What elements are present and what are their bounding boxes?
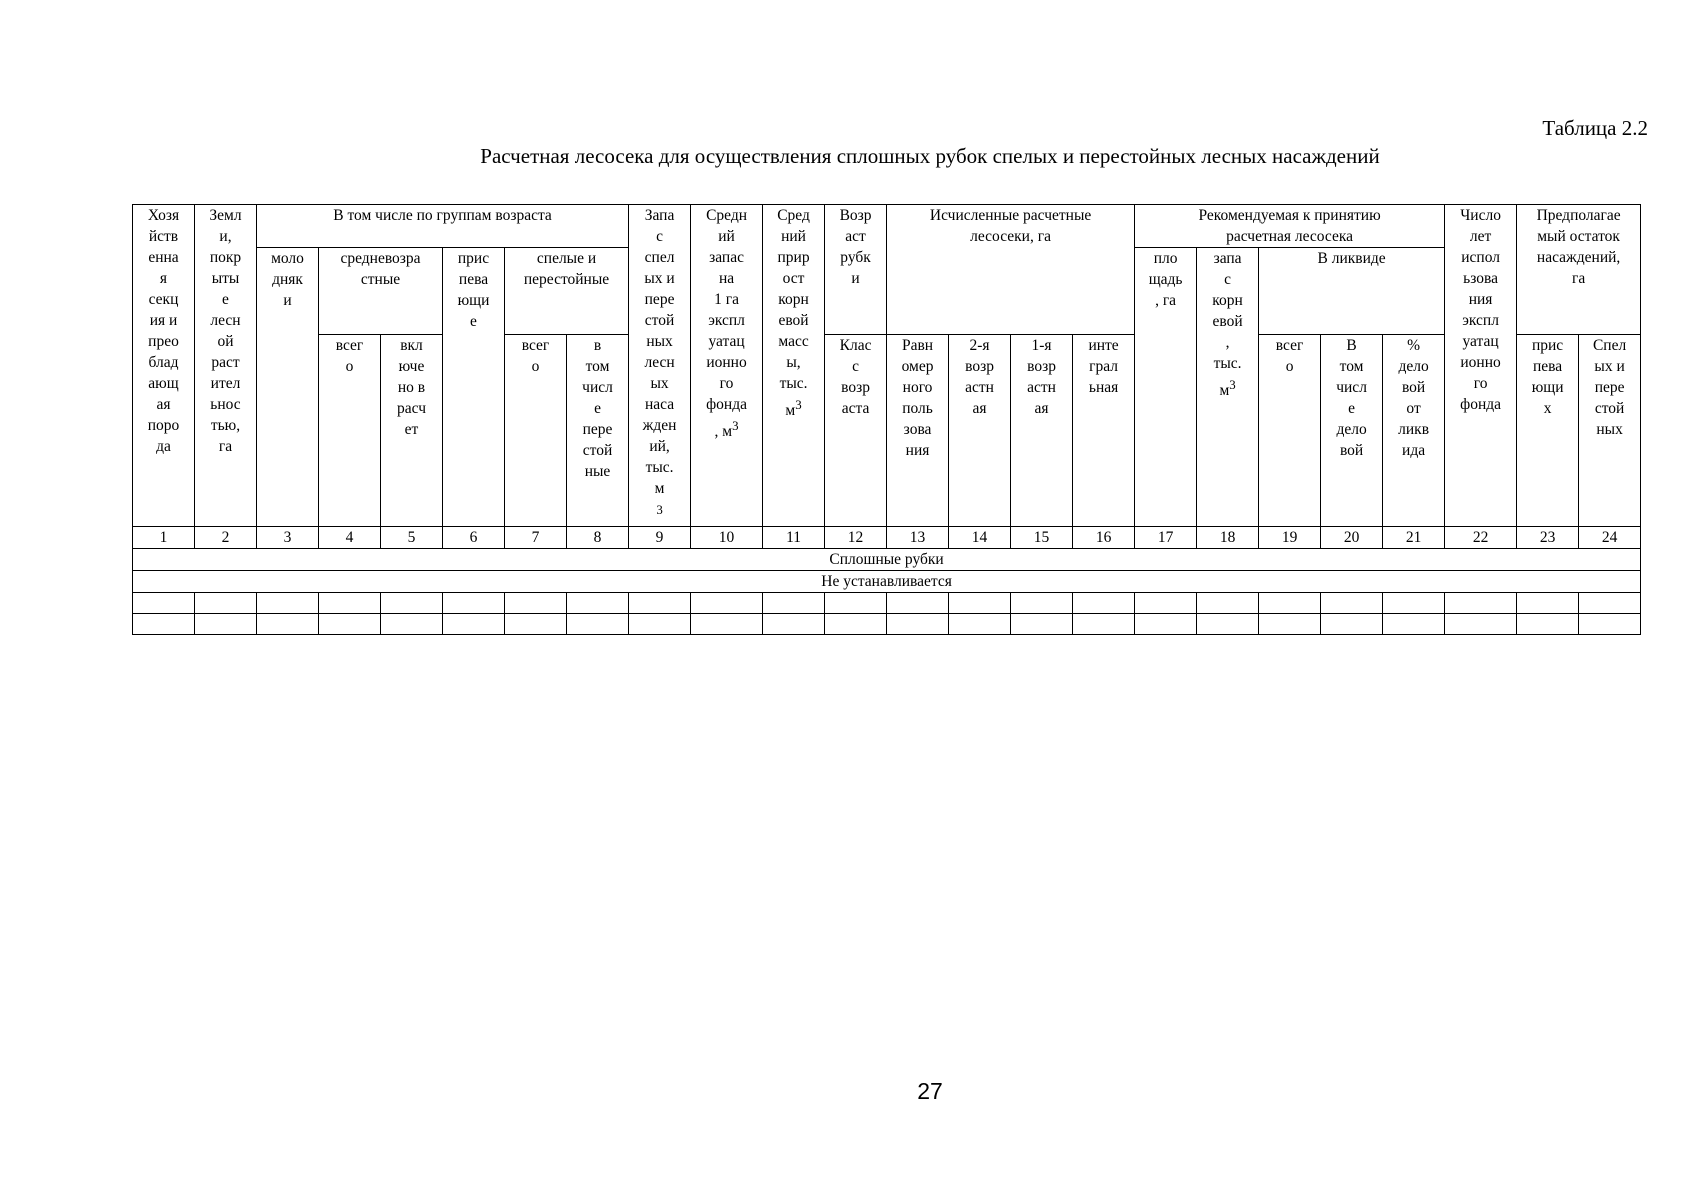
column-number-row — [133, 527, 1641, 549]
header-integral: инте грал ьная — [1073, 335, 1135, 527]
column-number: 18 — [1197, 527, 1259, 549]
column-number: 8 — [567, 527, 629, 549]
header-middle-total: всег о — [319, 335, 381, 527]
allowable-cut-table — [132, 204, 1641, 635]
status-label: Не устанавливается — [133, 571, 1641, 593]
header-mature-overmature: спелые и перестойные — [505, 248, 629, 335]
header-middle-included: вкл юче но в расч ет — [381, 335, 443, 527]
header-remaining-stands: Предполагае мый остаток насаждений, га — [1517, 205, 1641, 335]
column-number: 3 — [257, 527, 319, 549]
header-cut-age: Возр аст рубк и — [825, 205, 887, 335]
header-stock: Запа с спел ых и пере стой ных лесн ых наса жден ий, тыс. м $^3$ — [629, 205, 691, 527]
header-age-class: Клас с возр аста — [825, 335, 887, 527]
column-number: 2 — [195, 527, 257, 549]
header-remaining-premature: прис пева ющи х — [1517, 335, 1579, 527]
column-number: 24 — [1579, 527, 1641, 549]
table-row — [133, 614, 1641, 635]
column-number: 22 — [1445, 527, 1517, 549]
header-row-1 — [133, 205, 1641, 248]
header-years-of-use: Число лет испол ьзова ния экспл уатац ионно го фонда — [1445, 205, 1517, 527]
header-recommended-cut: Рекомендуемая к принятию расчетная лесосека — [1135, 205, 1445, 248]
column-number: 1 — [133, 527, 195, 549]
column-number: 21 — [1383, 527, 1445, 549]
table-row — [133, 593, 1641, 614]
column-number: 10 — [691, 527, 763, 549]
header-remaining-mature: Спел ых и пере стой ных — [1579, 335, 1641, 527]
page-number: 27 — [917, 1078, 943, 1104]
header-young: моло дняк и — [257, 248, 319, 527]
header-liquid-total: всег о — [1259, 335, 1321, 527]
column-number: 11 — [763, 527, 825, 549]
column-number: 19 — [1259, 527, 1321, 549]
header-avg-growth: Сред ний прир ост корн евой масс ы, тыс. $м^3$ — [763, 205, 825, 527]
header-premature: прис пева ющи е — [443, 248, 505, 527]
column-number: 20 — [1321, 527, 1383, 549]
header-middle-aged: средневозра стные — [319, 248, 443, 335]
column-number: 7 — [505, 527, 567, 549]
header-root-stock: запа с корн евой , тыс. $м^3$ — [1197, 248, 1259, 527]
header-uniform-use: Равн омер ного поль зова ния — [887, 335, 949, 527]
section-label: Сплошные рубки — [133, 549, 1641, 571]
header-forested-land: Земл и, покр ыты е лесн ой раст ител ьнос тью, га — [195, 205, 257, 527]
column-number: 23 — [1517, 527, 1579, 549]
header-forest-section: Хозя йств енна я секц ия и прео блад ающ ая поро да — [133, 205, 195, 527]
header-row-3 — [133, 335, 1641, 527]
header-mature-total: всег о — [505, 335, 567, 527]
table-caption: Таблица 2.2 — [1542, 116, 1648, 140]
column-number: 6 — [443, 527, 505, 549]
column-number: 12 — [825, 527, 887, 549]
column-number: 16 — [1073, 527, 1135, 549]
header-calculated-cut: Исчисленные расчетные лесосеки, га — [887, 205, 1135, 335]
section-row — [133, 549, 1641, 571]
header-liquid-business: В том числ е дело вой — [1321, 335, 1383, 527]
column-number: 9 — [629, 527, 691, 549]
header-area: пло щадь , га — [1135, 248, 1197, 527]
header-in-liquid: В ликвиде — [1259, 248, 1445, 335]
header-liquid-percent: % дело вой от ликв ида — [1383, 335, 1445, 527]
column-number: 14 — [949, 527, 1011, 549]
column-number: 4 — [319, 527, 381, 549]
column-number: 17 — [1135, 527, 1197, 549]
header-first-age: 1-я возр астн ая — [1011, 335, 1073, 527]
column-number: 13 — [887, 527, 949, 549]
header-overmature: в том числ е пере стой ные — [567, 335, 629, 527]
status-row — [133, 571, 1641, 593]
header-avg-stock: Средн ий запас на 1 га экспл уатац ионно го фонда , $м^3$ — [691, 205, 763, 527]
column-number: 5 — [381, 527, 443, 549]
table-title: Расчетная лесосека для осуществления сплошных рубок спелых и перестойных лесных насаждений — [480, 144, 1380, 168]
header-age-groups: В том числе по группам возраста — [257, 205, 629, 248]
column-number: 15 — [1011, 527, 1073, 549]
header-second-age: 2-я возр астн ая — [949, 335, 1011, 527]
